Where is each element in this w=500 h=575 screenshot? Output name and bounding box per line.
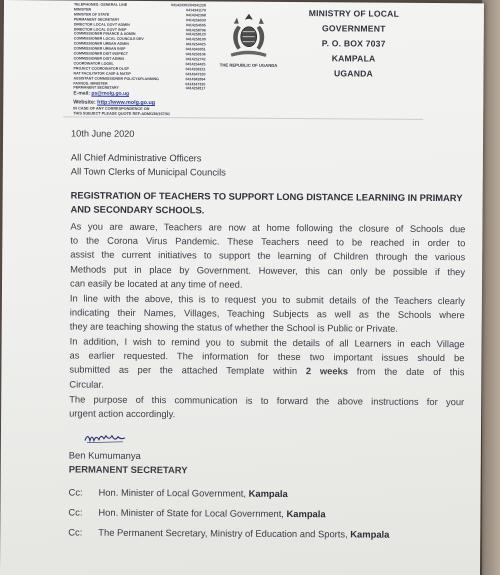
deadline-emphasis: 2 weeks [305,365,349,377]
ministry-address-block [278,6,429,82]
paragraph-text: submitted as per the attached Template within [69,363,306,377]
contact-label: ASSISTANT COMMISSIONER POLICY&PLANNING [73,76,159,81]
paragraph-line [69,363,464,380]
letter-date: 10th June 2020 [71,128,135,139]
letterhead-divider [63,116,423,120]
contact-number: 0414342368 [185,13,206,18]
contact-number: 0414258100 [185,37,206,42]
contact-number: 0414342894 [185,76,206,82]
paragraph-line: as earlier requested. The information for these two important issues should be [69,349,465,364]
contact-number: 0414258151 [185,67,206,72]
background-surface [482,0,500,575]
contact-number: 0414341179 [186,8,206,13]
contact-label: COMMISSIONER URBAN ADMIN [73,41,129,47]
contact-label: DIRECTOR LOCAL GOVT ADMIN [73,22,130,27]
contact-label: TELEPHONES: GENERAL LINE [73,2,128,7]
cc-label: Cc: [68,506,83,518]
cc-recipient: Hon. Minister of Local Government, [98,486,249,499]
correspondence-line: IN CASE OF ANY CORRESPONDENCE ON [73,106,150,112]
contact-label: FAXNOS: MINISTER [73,80,108,86]
paragraph-line: assist the current initiatives to support the learning of Children through the various [70,248,466,263]
contact-label: PERMANENT SECRETARY [73,85,119,91]
cc-recipient: Hon. Minister of State for Local Government, [98,506,287,519]
cc-line [69,486,288,499]
paragraph-line: In addition, I wish to remind you to submit the details of all Learners in each Village [69,335,465,350]
contact-number: 0414252742 [185,57,206,62]
cc-recipient: The Permanent Secretary, Ministry of Education and Sports, [98,526,351,540]
contact-number: 0414250106 [185,52,206,57]
website-line [73,99,155,106]
paragraph-line: urgent action accordingly. [69,407,176,420]
contact-label: PERMANENT SECRETARY [73,17,120,22]
letter-subject [70,188,465,219]
correspondence-line: THIS SUBJECT PLEASE QUOTE REF:ADM/139/157/01 [73,111,171,116]
addressee-line: All Chief Administrative Officers [70,151,202,164]
signer-title: PERMANENT SECRETARY [68,463,188,476]
cc-label: Cc: [68,526,83,538]
paragraph-line: As you are aware, Teachers are now at home following the closure of Schools due [70,220,466,235]
email-label: E-mail: [73,90,91,97]
paragraph-purpose [69,392,464,423]
contact-number: 0414254425 [185,42,206,47]
paragraph-text: from the date of this [347,365,465,378]
contact-number: 0414258120 [185,32,206,37]
paragraph-line: to the Corona Virus Pandemic. These Teachers need to be reached in order to [70,234,466,249]
signer-name: Ben Kumumanya [68,449,141,461]
contact-label: COMMISSIONER URBAN INSP [73,46,126,52]
contact-number: 0414347320 [185,81,206,86]
city: KAMPALA [331,53,376,64]
correspondence-reference [73,106,170,116]
contact-label: COORDINATOR LOGEL [73,61,114,66]
cc-location: Kampala [350,528,390,540]
country: UGANDA [333,68,373,79]
contact-number: 0414233013/4341226 [170,3,206,8]
paragraph-line: can easily be located at any time of need. [69,277,243,290]
contact-number: 0414256533 [185,17,206,23]
contact-label: PROJECT COORDINATOR DLSP [73,66,129,71]
email-line [73,90,129,96]
contact-directory [73,2,206,91]
contact-number: 0414254425 [185,62,206,67]
email-link[interactable]: ps@molg.go.ug [91,90,130,97]
contact-label: COMMISSIONER FINANCE & ADMIN [73,31,136,37]
paragraph-teachers-at-home [70,219,465,293]
subject-line: REGISTRATION OF TEACHERS TO SUPPORT LONG DISTANCE LEARNING IN PRIMARY [70,189,463,204]
ministry-name: MINISTRY OF LOCAL GOVERNMENT [308,8,400,34]
website-link[interactable]: http://www.molg.go.ug [97,99,156,107]
contact-label: COMMISSIONER DIST INSPECT [73,51,128,56]
contact-number: 0414254505 [185,22,206,28]
cc-location: Kampala [248,487,288,499]
contact-label: DIRECTOR LOCAL GOVT INSP [73,27,127,32]
paragraph-learners-reminder [69,334,464,394]
paragraph-line: indicating their Names, Villages, Teaching Subjects as well as the Schools where [69,306,465,321]
contact-number: 0414347320 [185,71,206,77]
cc-label: Cc: [68,486,83,498]
contact-label: NAT FACILITATOR CAIIP & MATIP [73,71,131,76]
subject-line: AND SECONDARY SCHOOLS. [70,203,205,216]
contact-number: 0414343351 [185,47,206,52]
paragraph-line: Methods put in place by Government. However, this can only be possible if they [70,263,466,277]
cc-line [68,506,325,519]
addressee-line: All Town Clerks of Municipal Councils [70,165,226,178]
contact-number: 0414258796 [185,27,206,32]
contact-label: MINISTER OF STATE [73,12,110,17]
contact-label: MINISTER [73,7,92,12]
coat-of-arms-icon [224,12,274,60]
handwritten-signature [83,431,133,447]
coat-of-arms-caption: THE REPUBLIC OF UGANDA [219,62,278,68]
paragraph-line: they are teaching showing the status of whether the School is Public or Private. [69,320,399,335]
cc-line [68,526,389,539]
paragraph-line: The purpose of this communication is to forward the above instructions for your [69,393,465,408]
paragraph-request-details [70,291,465,336]
cc-location: Kampala [286,507,326,520]
paragraph-line: In line with the above, this is to request you to submit details of the Teachers clearly [69,292,465,307]
paragraph-line: Circular. [69,378,104,390]
po-box: P. O. BOX 7037 [321,38,386,49]
website-label: Website: [73,99,96,106]
contact-number: 0414258117 [185,86,206,91]
contact-label: COMMISSIONER LOCAL COUNCILS DEV [73,36,144,42]
contact-label: COMMISSIONER DIST ADMIN [73,56,124,61]
